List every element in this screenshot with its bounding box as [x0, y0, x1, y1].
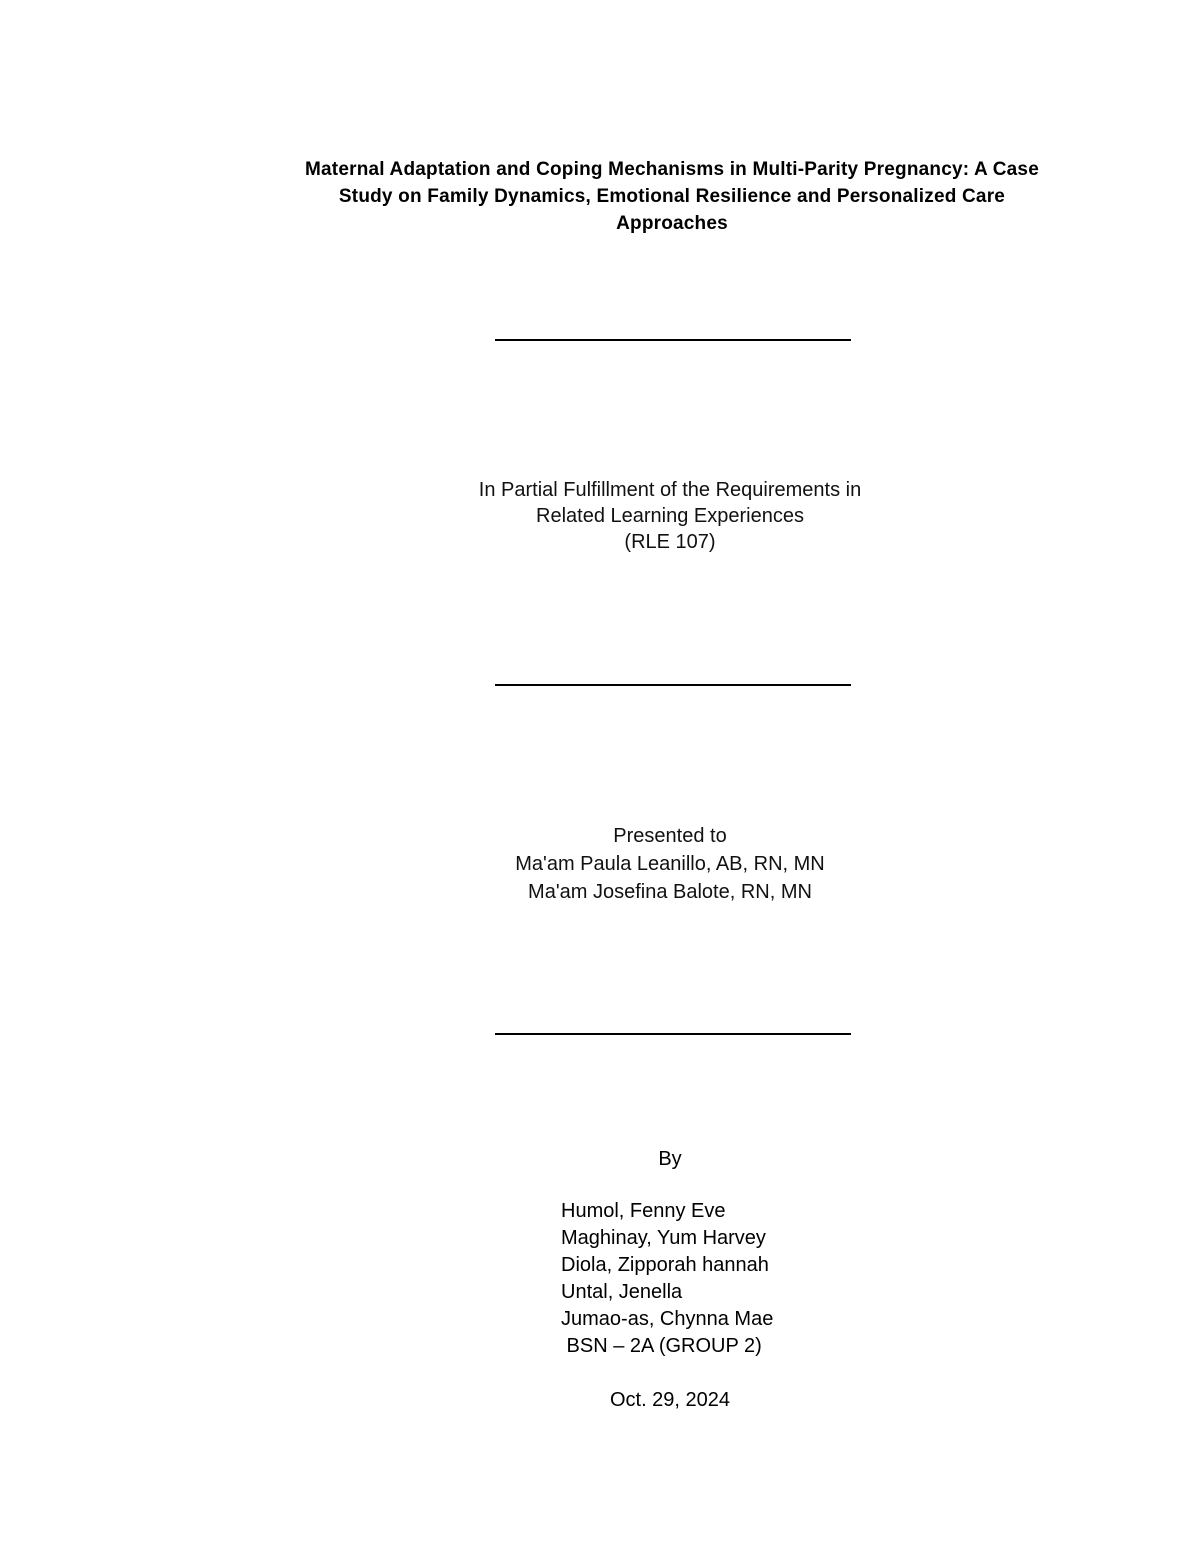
- author-list: [561, 1198, 773, 1360]
- fulfillment-statement: [370, 477, 970, 555]
- presented-to-section: [370, 822, 970, 906]
- section-group: BSN – 2A (GROUP 2): [561, 1335, 762, 1357]
- divider-line: [495, 684, 851, 686]
- fulfillment-line: (RLE 107): [624, 531, 716, 553]
- author-name: Diola, Zipporah hannah: [561, 1254, 769, 1276]
- recipient-name: Ma'am Josefina Balote, RN, MN: [528, 881, 812, 903]
- recipient-name: Ma'am Paula Leanillo, AB, RN, MN: [515, 853, 825, 875]
- title-line: Approaches: [616, 213, 728, 234]
- document-title: [240, 156, 1104, 237]
- author-name: Maghinay, Yum Harvey: [561, 1227, 766, 1249]
- by-label: By: [658, 1148, 682, 1170]
- divider-line: [495, 1033, 851, 1035]
- document-date: Oct. 29, 2024: [609, 1389, 731, 1411]
- author-name: Humol, Fenny Eve: [561, 1200, 726, 1222]
- author-name: Jumao-as, Chynna Mae: [561, 1308, 774, 1330]
- author-name: Untal, Jenella: [561, 1281, 683, 1303]
- divider-line: [495, 339, 851, 341]
- title-line: Study on Family Dynamics, Emotional Resilience and Personalized Care: [338, 186, 1006, 207]
- title-line: Maternal Adaptation and Coping Mechanisms in Multi-Parity Pregnancy: A Case: [305, 159, 1039, 180]
- presented-to-label: Presented to: [613, 825, 727, 847]
- fulfillment-line: In Partial Fulfillment of the Requirements in: [478, 479, 862, 501]
- fulfillment-line: Related Learning Experiences: [536, 505, 804, 527]
